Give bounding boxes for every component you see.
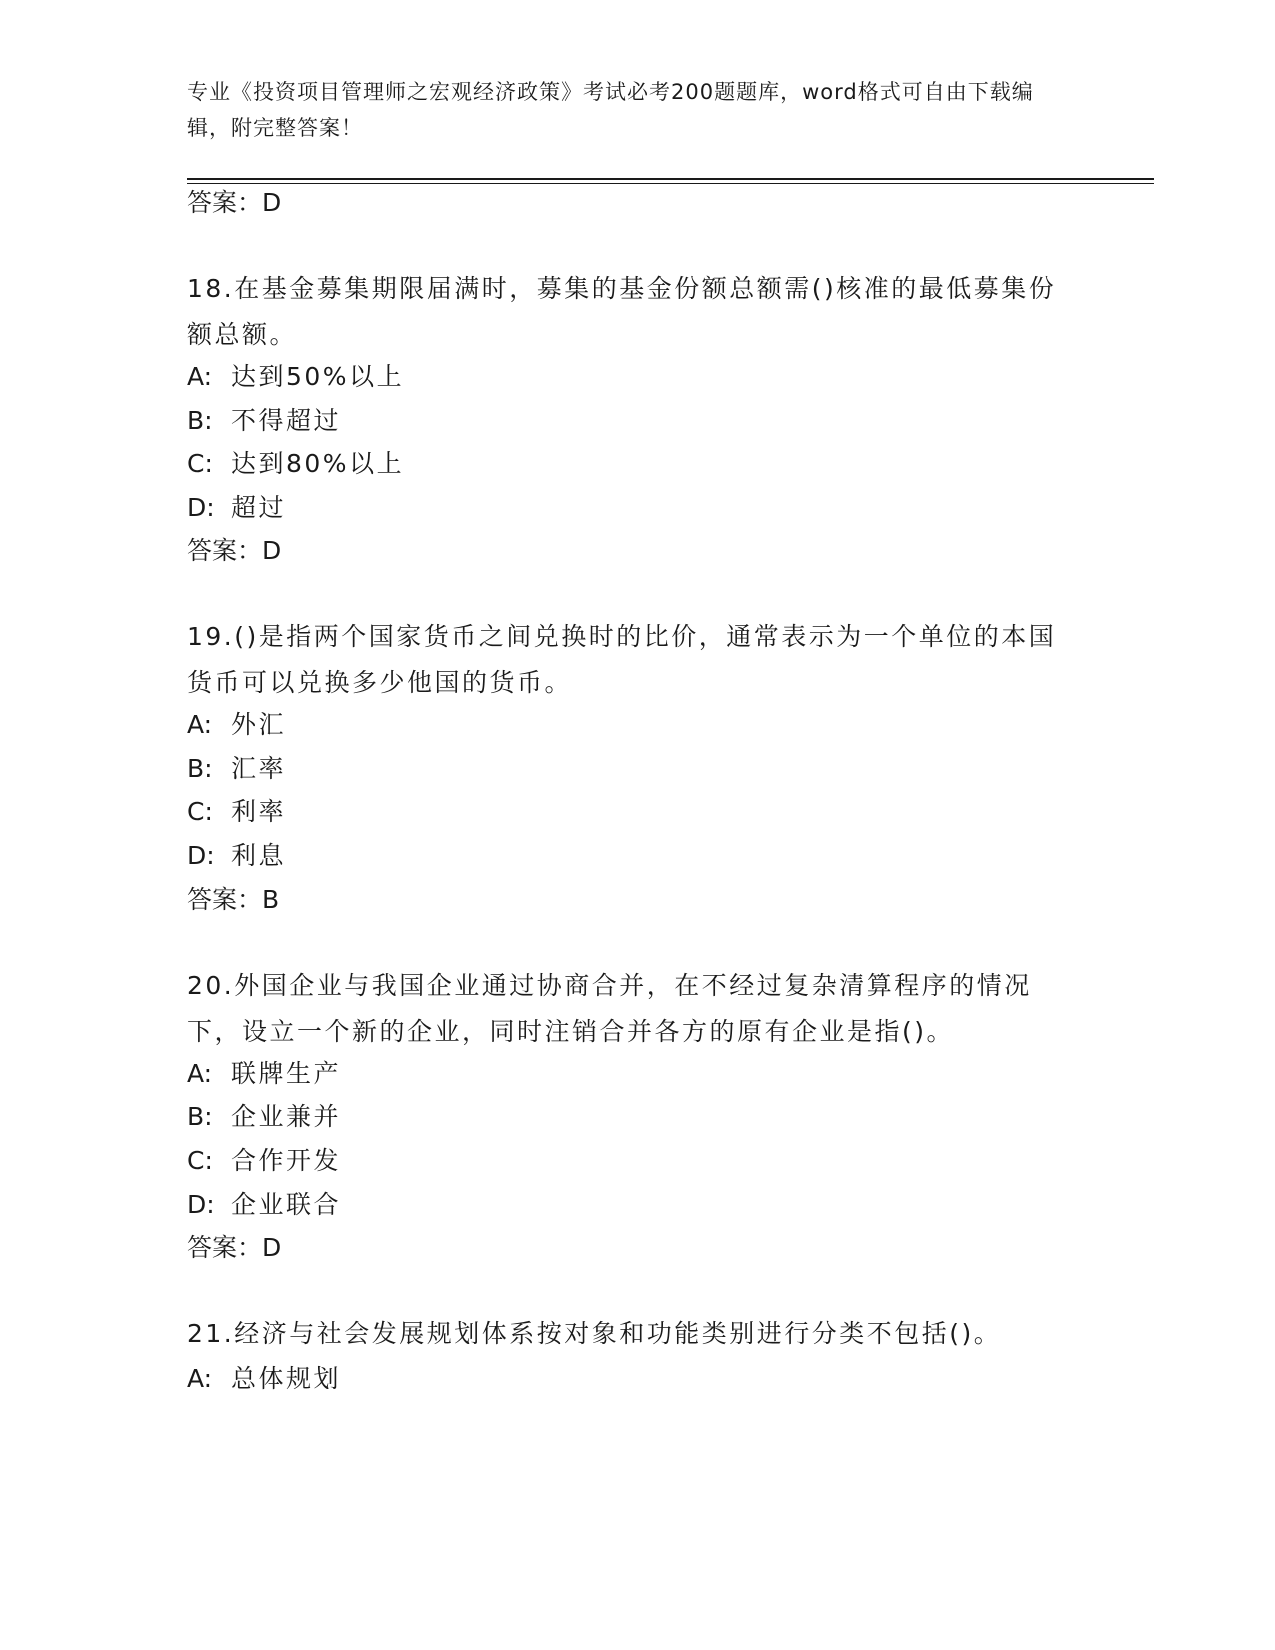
option-text: 不得超过 [231, 406, 342, 435]
option-key: D: [187, 1190, 215, 1219]
answer-line: 答案：B [187, 885, 280, 914]
option-item [187, 447, 404, 481]
option-text: 利息 [231, 841, 287, 870]
option-item [187, 1188, 341, 1222]
option-key: A: [187, 362, 213, 391]
option-text: 达到50%以上 [231, 362, 405, 391]
option-text: 达到80%以上 [231, 449, 405, 478]
option-text: 总体规划 [231, 1364, 342, 1393]
option-item [187, 752, 286, 786]
option-key: C: [187, 449, 213, 478]
option-key: A: [187, 1364, 213, 1393]
option-key: C: [187, 797, 213, 826]
option-text: 企业兼并 [231, 1102, 342, 1131]
option-item [187, 1362, 341, 1396]
option-text: 企业联合 [231, 1190, 342, 1219]
option-item [187, 1057, 341, 1091]
option-item [187, 795, 286, 829]
option-text: 超过 [231, 493, 287, 522]
option-item [187, 491, 286, 525]
question-text: 18.在基金募集期限届满时，募集的基金份额总额需()核准的最低募集份额总额。 [187, 274, 1057, 349]
option-key: B: [187, 406, 213, 435]
option-key: B: [187, 1102, 213, 1131]
option-item [187, 404, 341, 438]
answer-line: 答案：D [187, 188, 282, 217]
question-text: 20.外国企业与我国企业通过协商合并，在不经过复杂清算程序的情况下，设立一个新的企业，同时注销合并各方的原有企业是指()。 [187, 971, 1032, 1046]
option-item [187, 1100, 341, 1134]
option-item [187, 360, 404, 394]
header-divider-thin [187, 183, 1154, 184]
option-text: 联牌生产 [231, 1059, 342, 1088]
answer-line: 答案：D [187, 536, 282, 565]
option-key: A: [187, 710, 213, 739]
header-divider-thick [187, 178, 1154, 180]
question-text: 19.()是指两个国家货币之间兑换时的比价，通常表示为一个单位的本国货币可以兑换多少他国的货币。 [187, 622, 1057, 697]
answer-line: 答案：D [187, 1233, 282, 1262]
option-key: D: [187, 841, 215, 870]
option-key: D: [187, 493, 215, 522]
option-key: A: [187, 1059, 213, 1088]
option-text: 外汇 [231, 710, 287, 739]
option-item [187, 708, 286, 742]
option-item [187, 1144, 341, 1178]
option-item [187, 839, 286, 873]
document-header: 专业《投资项目管理师之宏观经济政策》考试必考200题题库，word格式可自由下载编辑，附完整答案！ [187, 80, 1034, 140]
option-text: 汇率 [231, 754, 287, 783]
option-key: C: [187, 1146, 213, 1175]
question-text: 21.经济与社会发展规划体系按对象和功能类别进行分类不包括()。 [187, 1319, 1002, 1348]
option-text: 合作开发 [231, 1146, 342, 1175]
option-text: 利率 [231, 797, 287, 826]
option-key: B: [187, 754, 213, 783]
